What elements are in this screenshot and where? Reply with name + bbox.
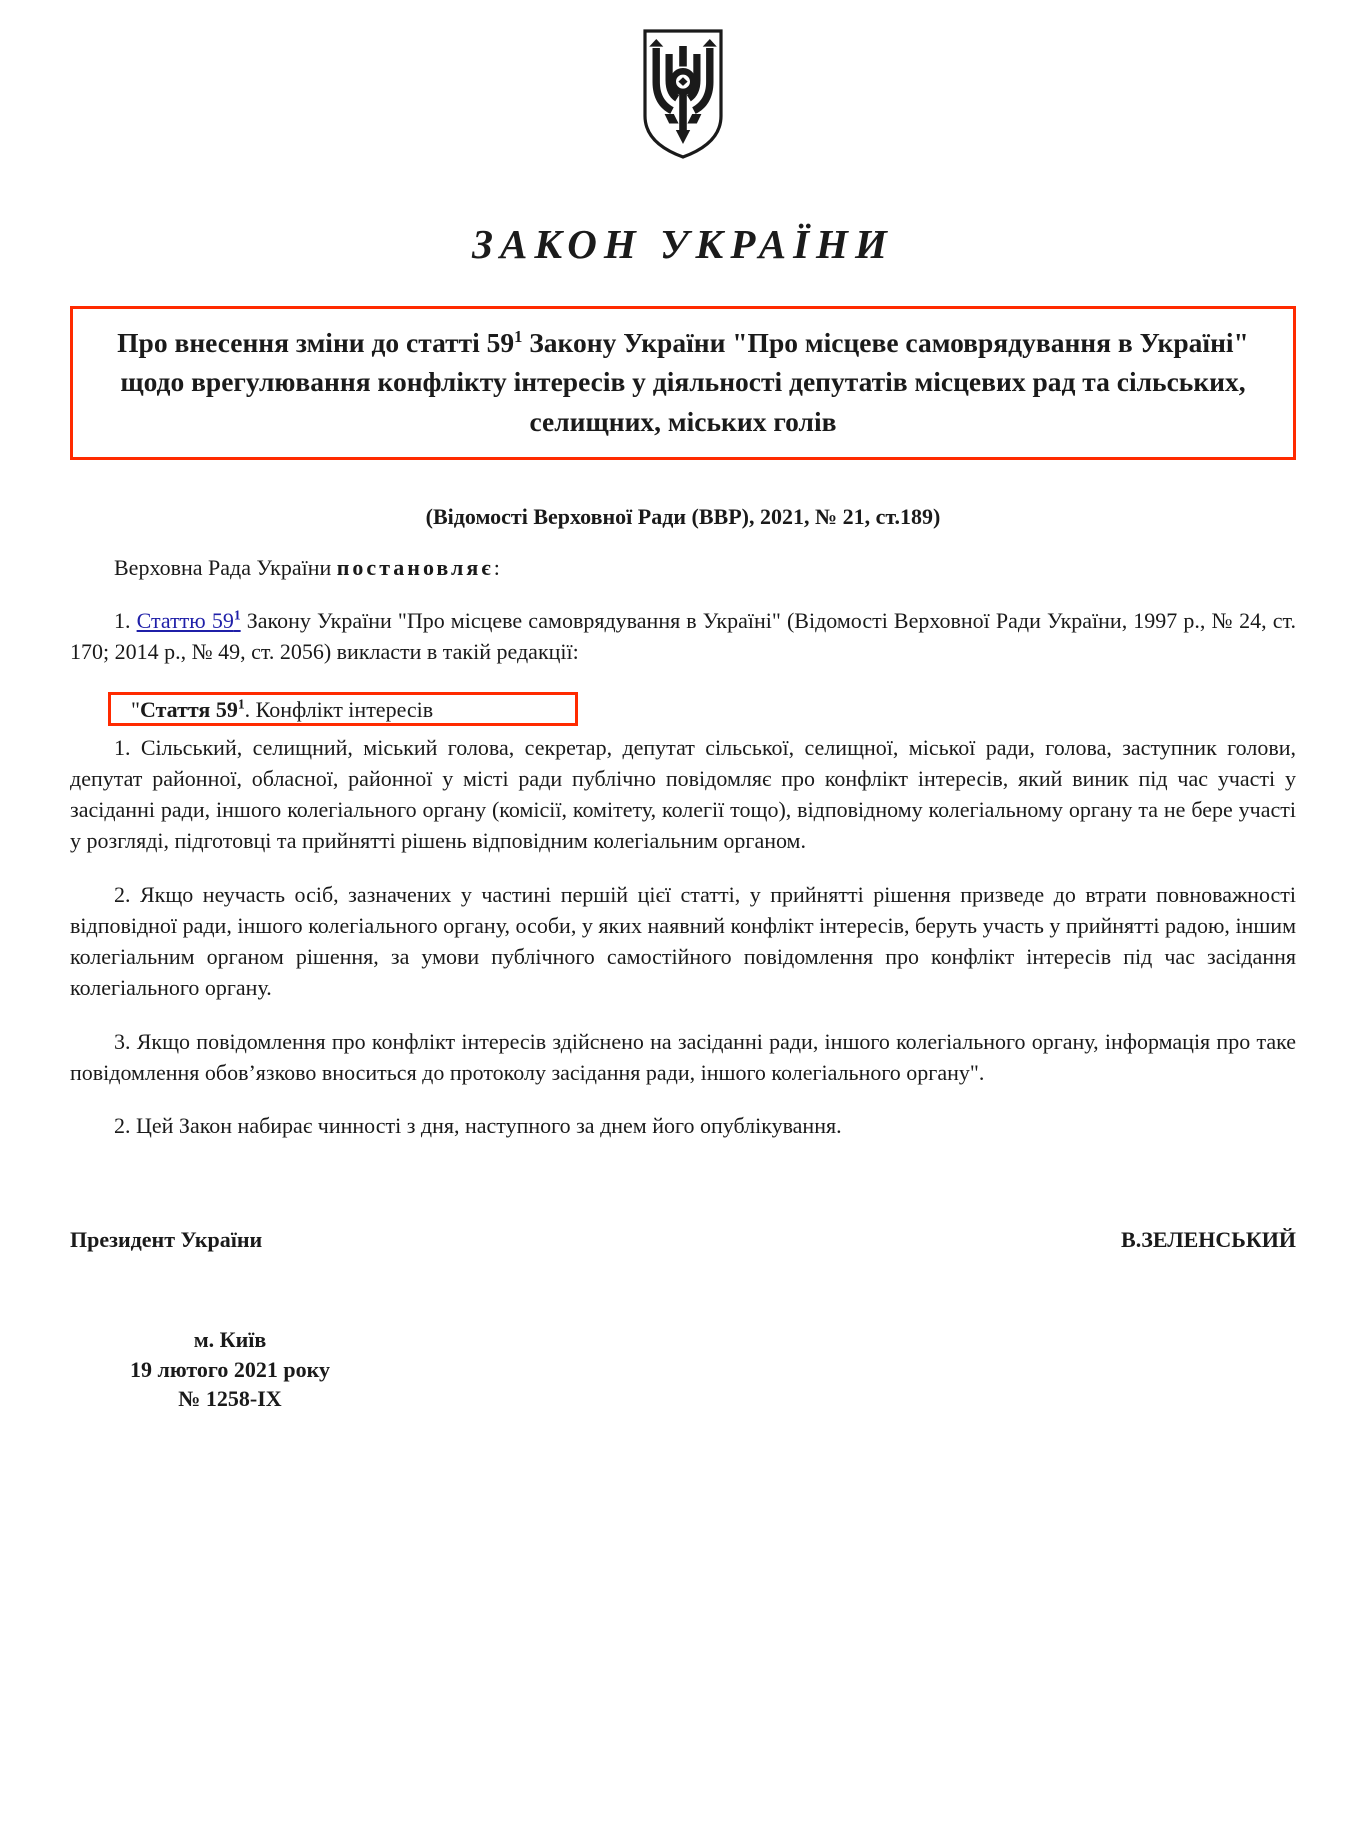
- clause-3: 3. Якщо повідомлення про конфлікт інтересів здійснено на засіданні ради, іншого колегіального органу, інформація про таке повідомлення обов’язково вноситься до протоколу засідання ради, іншого колегіального органу".: [70, 1028, 1296, 1085]
- president-role-label: Президент України: [70, 1227, 263, 1253]
- emblem-container: [0, 0, 1366, 160]
- law-title: [99, 323, 1267, 441]
- title-highlight-box: [70, 306, 1296, 460]
- place-date-block: [0, 1325, 460, 1413]
- ukraine-trident-coat-of-arms-icon: [639, 28, 727, 160]
- place-date: 19 лютого 2021 року: [130, 1356, 330, 1382]
- clause-2: 2. Якщо неучасть осіб, зазначених у частині першій цієї статті, у прийнятті рішення призведе до втрати повноважності відповідної ради, іншого колегіального органу, особи, у яких наявний конфлікт інтересів, беруть участь у прийнятті радою, іншим колегіальним органом рішення, за умови публічного самостійного повідомлення про конфлікт інтересів під час засідання колегіального органу.: [70, 881, 1296, 1001]
- article-59-1-link-text: Статтю 59: [136, 608, 234, 634]
- item-2-paragraph: 2. Цей Закон набирає чинності з дня, наступного за днем його опублікування.: [114, 1112, 842, 1138]
- article-heading-rest: . Конфлікт інтересів: [244, 696, 434, 722]
- law-title-line3: конфлікту інтересів у діяльності депутатів місцевих рад та: [377, 366, 1110, 398]
- place-city: м. Київ: [193, 1327, 267, 1353]
- clause-1: 1. Сільський, селищний, міський голова, секретар, депутат сільської, селищної, міської ради, голова, заступник голови, депутат районної, обласної, районної у місті ради публічно повідомляє про конфлікт інтересів, який виник під час участі у засіданні ради, іншого колегіального органу (комісії, комітету, колегії тощо), відповідному колегіальному органу та не бере участі у розгляді, підготовці та прийнятті рішень відповідним колегіальним органом.: [70, 734, 1296, 854]
- law-title-line2: місцеве самоврядування в Україні" щодо врегулювання: [120, 327, 1249, 398]
- law-heading: ЗАКОН УКРАЇНИ: [472, 221, 894, 267]
- article-59-1-link-superscript: 1: [233, 607, 241, 623]
- item-1-paragraph: [70, 605, 1296, 667]
- article-heading-highlight-box: [108, 692, 578, 726]
- article-heading-superscript: 1: [237, 696, 245, 712]
- article-59-1-link[interactable]: [137, 608, 241, 633]
- vvr-reference: (Відомості Верховної Ради (ВВР), 2021, № 21, ст.189): [425, 503, 941, 529]
- document-body: [70, 552, 1296, 1141]
- article-heading-quote: ": [131, 696, 140, 722]
- president-name: В.ЗЕЛЕНСЬКИЙ: [1121, 1227, 1296, 1253]
- preamble-after: :: [493, 554, 500, 580]
- law-title-part2: Закону України "Про: [522, 327, 798, 358]
- law-title-superscript: 1: [514, 326, 523, 346]
- item-1-rest: Закону України "Про місцеве самоврядування в Україні" (Відомості Верховної Ради України, 1997 р., № 24, ст. 170; 2014 р., № 49, ст. 2056) викласти в такій редакції:: [70, 608, 1297, 665]
- preamble-paragraph: [70, 552, 1296, 583]
- document-number: № 1258-IX: [178, 1386, 282, 1412]
- signature-row: [70, 1227, 1296, 1253]
- preamble-emphasis: постановляє: [336, 554, 494, 580]
- preamble-before: Верховна Рада України: [114, 554, 337, 580]
- law-title-line4: сільських, селищних, міських голів: [529, 366, 1246, 437]
- article-heading: [131, 694, 433, 725]
- item-1-number: 1.: [114, 608, 137, 634]
- article-heading-bold: Стаття 59: [139, 696, 238, 722]
- law-title-part1: Про внесення зміни до статті 59: [117, 327, 515, 358]
